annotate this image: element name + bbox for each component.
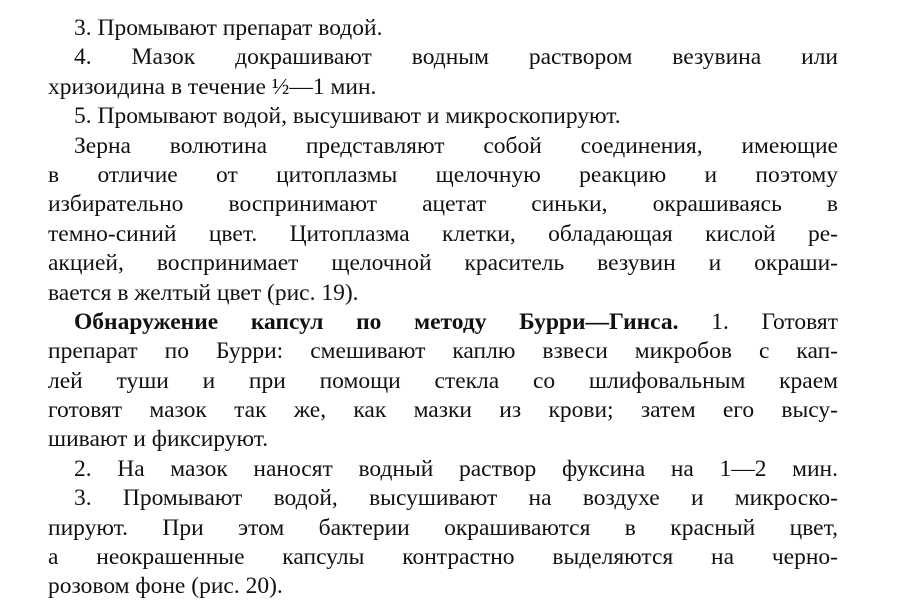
- burri-step-2-fuchsin: 2. На мазок наносят водный раствор фуксина на 1—2 мин.: [74, 455, 838, 482]
- volutin-paragraph-line-3: избирательно воспринимают ацетат синьки, окрашиваясь в: [48, 191, 838, 218]
- burri-gins-heading: Обнаружение капсул по методу Бурри—Гинса.: [74, 308, 679, 335]
- burri-gins-method-line-4: готовят мазок так же, как мазки из крови; затем его высу-: [48, 397, 838, 424]
- burri-step-1-start: 1. Готовят: [711, 308, 838, 335]
- volutin-paragraph-line-1: Зерна волютина представляют собой соединения, имеющие: [74, 132, 838, 159]
- burri-gins-method-line-1: [48, 308, 838, 337]
- burri-step-3-line-3: а неокрашенные капсулы контрастно выделяются на черно-: [48, 544, 838, 571]
- burri-step-3-line-4: розовом фоне (рис. 20).: [48, 573, 283, 600]
- volutin-paragraph-line-2: в отличие от цитоплазмы щелочную реакцию и поэтому: [48, 161, 838, 188]
- step-4-counterstain-line-1: 4. Мазок докрашивают водным раствором везувина или: [74, 44, 838, 71]
- step-3-rinse-preparation: 3. Промывают препарат водой.: [74, 15, 383, 41]
- burri-gins-method-line-5: шивают и фиксируют.: [48, 426, 269, 453]
- step-5-rinse-dry-microscope: 5. Промывают водой, высушивают и микроскопируют.: [74, 103, 621, 130]
- burri-step-3-line-2: пируют. При этом бактерии окрашиваются в красный цвет,: [48, 514, 838, 541]
- volutin-paragraph-line-5: акцией, воспринимает щелочной краситель везувин и окраши-: [48, 250, 838, 277]
- step-4-counterstain-line-2: хризоидина в течение ½—1 мин.: [48, 73, 377, 100]
- page-text: [48, 14, 838, 602]
- burri-gins-method-line-2: препарат по Бурри: смешивают каплю взвеси микробов с кап-: [48, 338, 838, 365]
- burri-step-3-line-1: 3. Промывают водой, высушивают на воздухе и микроско-: [74, 485, 838, 512]
- volutin-paragraph-line-4: темно-синий цвет. Цитоплазма клетки, обладающая кислой ре-: [48, 220, 838, 247]
- burri-gins-method-line-3: лей туши и при помощи стекла со шлифовальным краем: [48, 367, 838, 394]
- volutin-paragraph-line-6: вается в желтый цвет (рис. 19).: [48, 279, 359, 306]
